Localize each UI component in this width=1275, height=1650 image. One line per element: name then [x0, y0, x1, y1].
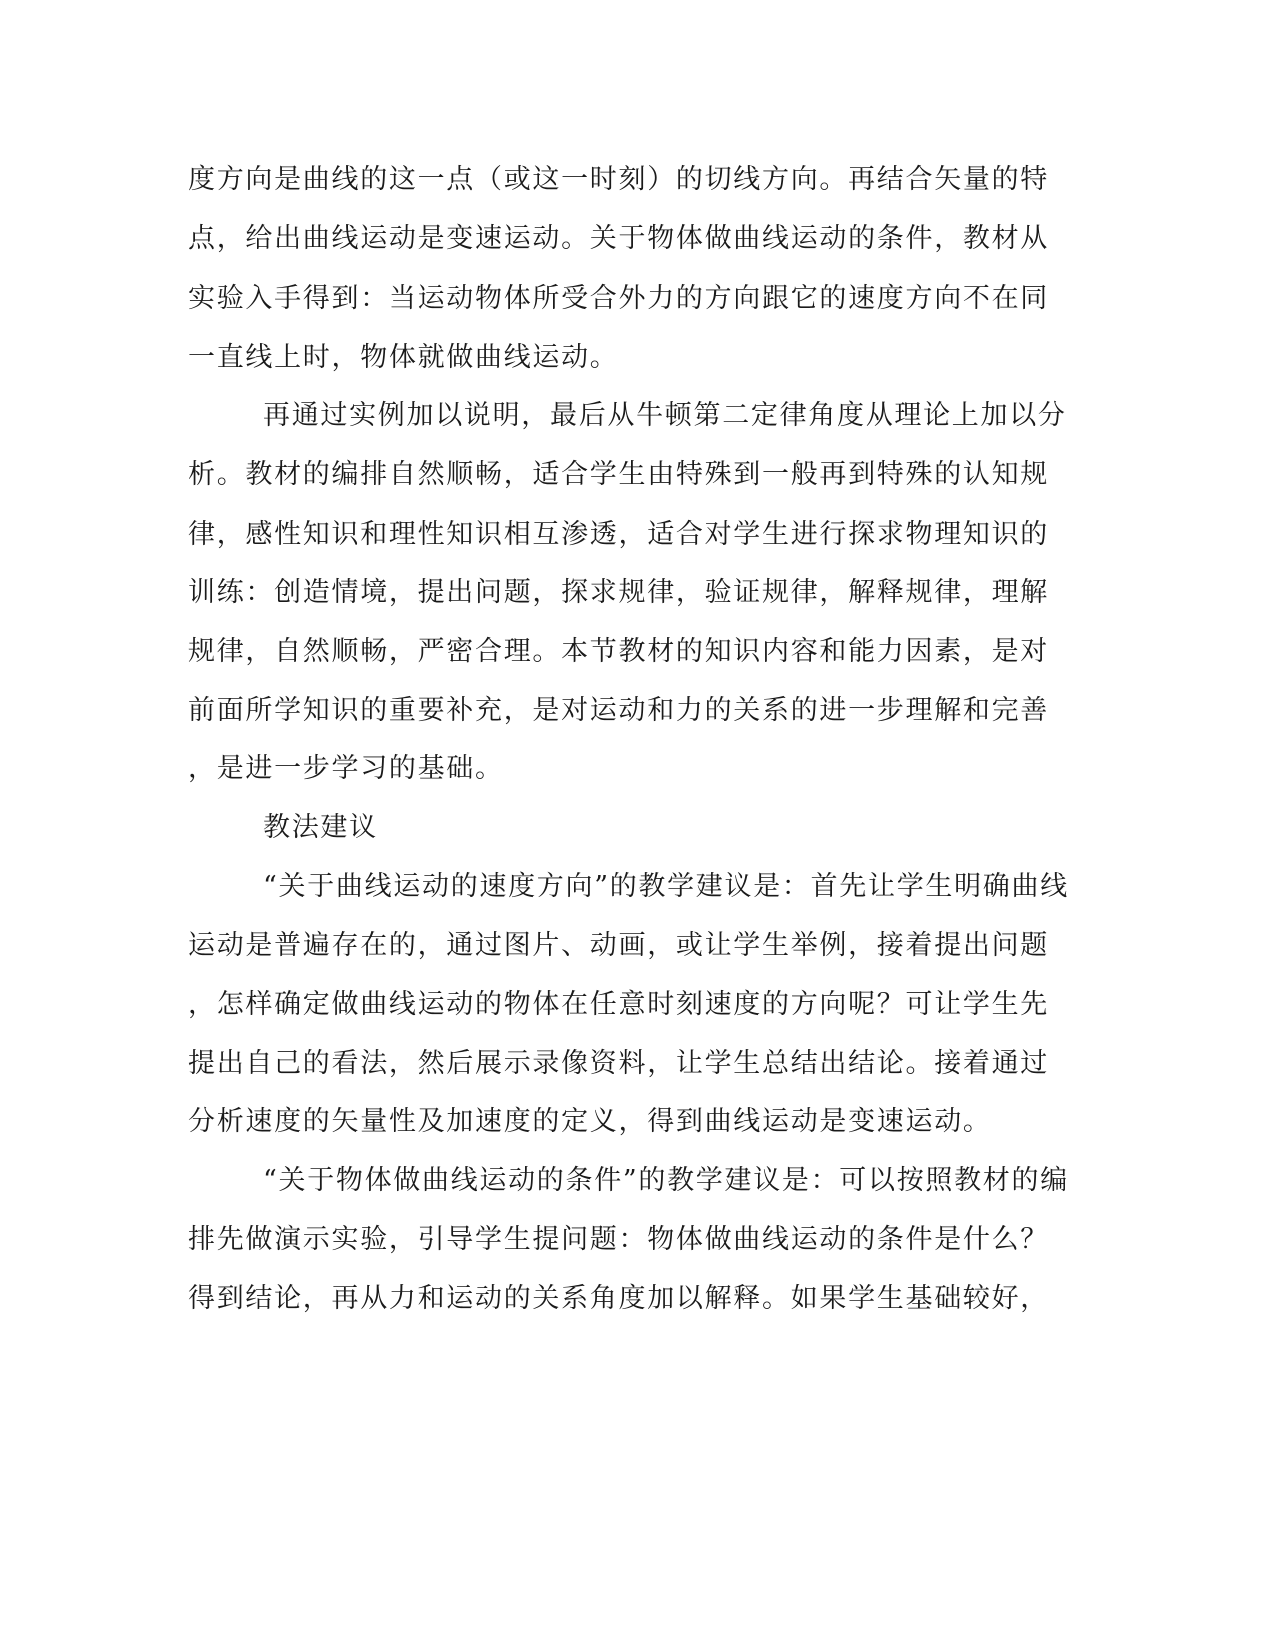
text-line: 前面所学知识的重要补充，是对运动和力的关系的进一步理解和完善	[188, 695, 1049, 726]
text-line: 律，感性知识和理性知识相互渗透，适合对学生进行探求物理知识的	[188, 519, 1049, 550]
text-line: 实验入手得到：当运动物体所受合外力的方向跟它的速度方向不在同	[188, 283, 1049, 314]
text-line: 分析速度的矢量性及加速度的定义，得到曲线运动是变速运动。	[188, 1106, 992, 1137]
text-line: 度方向是曲线的这一点（或这一时刻）的切线方向。再结合矢量的特	[188, 164, 1049, 195]
text-line: 析。教材的编排自然顺畅，适合学生由特殊到一般再到特殊的认知规	[188, 459, 1049, 490]
text-line: ，怎样确定做曲线运动的物体在任意时刻速度的方向呢？可让学生先	[188, 989, 1049, 1020]
text-line: 规律，自然顺畅，严密合理。本节教材的知识内容和能力因素，是对	[188, 636, 1049, 667]
paragraph-first-line: “关于物体做曲线运动的条件”的教学建议是：可以按照教材的编	[263, 1165, 1069, 1196]
text-line: 提出自己的看法，然后展示录像资料，让学生总结出结论。接着通过	[188, 1048, 1049, 1079]
text-line: 一直线上时，物体就做曲线运动。	[188, 342, 619, 373]
text-line: 得到结论，再从力和运动的关系角度加以解释。如果学生基础较好，	[188, 1283, 1049, 1314]
text-line: 训练：创造情境，提出问题，探求规律，验证规律，解释规律，理解	[188, 577, 1049, 608]
paragraph-first-line: 再通过实例加以说明，最后从牛顿第二定律角度从理论上加以分	[263, 400, 1067, 431]
text-line: 排先做演示实验，引导学生提问题：物体做曲线运动的条件是什么？	[188, 1224, 1049, 1255]
text-line: 点，给出曲线运动是变速运动。关于物体做曲线运动的条件，教材从	[188, 223, 1049, 254]
section-heading: 教法建议	[263, 812, 378, 843]
text-line: ，是进一步学习的基础。	[188, 753, 504, 784]
paragraph-first-line: “关于曲线运动的速度方向”的教学建议是：首先让学生明确曲线	[263, 871, 1069, 902]
text-line: 运动是普遍存在的，通过图片、动画，或让学生举例，接着提出问题	[188, 930, 1049, 961]
